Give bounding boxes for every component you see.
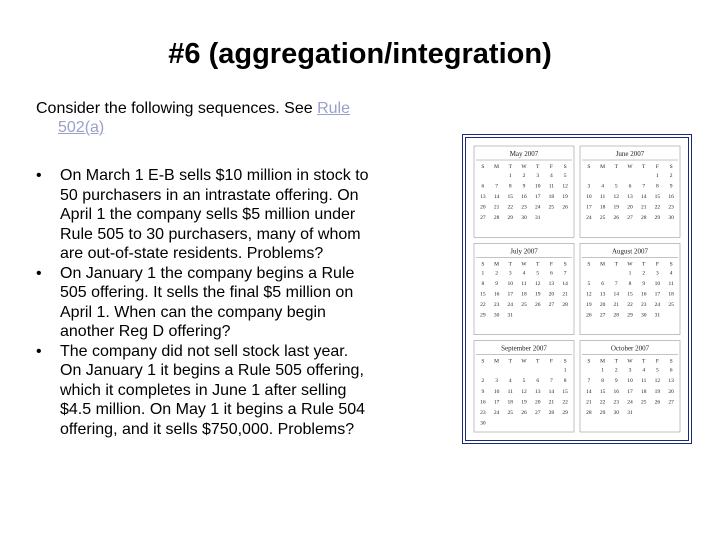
weekday-header: F: [655, 164, 659, 170]
month-panel: [474, 243, 574, 334]
month-title: September 2007: [501, 344, 547, 353]
weekday-header: M: [494, 358, 500, 365]
day-number: 27: [480, 215, 486, 222]
day-number: 3: [495, 378, 498, 385]
day-number: 23: [521, 204, 527, 211]
day-number: 15: [654, 194, 661, 201]
weekday-header: T: [642, 358, 646, 365]
day-number: 24: [586, 215, 592, 222]
day-number: 28: [493, 215, 500, 222]
day-number: 25: [548, 204, 555, 211]
day-number: 29: [507, 215, 514, 222]
month-panel: [580, 243, 680, 334]
day-number: 13: [548, 280, 555, 287]
day-number: 2: [495, 270, 498, 277]
day-number: 11: [507, 388, 513, 395]
month-title: July 2007: [510, 247, 538, 256]
day-number: 3: [587, 183, 591, 190]
day-number: 26: [562, 204, 568, 211]
weekday-header: T: [508, 261, 512, 268]
day-number: 22: [599, 399, 606, 406]
intro-line: [36, 99, 436, 118]
day-number: 31: [654, 312, 661, 319]
weekday-header: S: [481, 358, 485, 365]
day-number: 21: [548, 399, 555, 406]
weekday-header: F: [655, 261, 659, 268]
day-number: 11: [668, 280, 674, 287]
day-number: 14: [562, 280, 568, 287]
weekday-header: S: [669, 358, 673, 365]
day-number: 18: [668, 291, 674, 298]
day-number: 22: [627, 302, 633, 308]
day-number: 24: [493, 409, 500, 416]
day-number: 17: [493, 399, 500, 406]
day-number: 19: [586, 302, 592, 308]
day-number: 19: [521, 399, 527, 406]
day-number: 14: [493, 194, 500, 201]
day-number: 26: [521, 409, 527, 416]
day-number: 24: [507, 302, 514, 308]
intro-paragraph: [36, 99, 436, 137]
bullet-line: $4.5 million. On May 1 it begins a Rule 504: [60, 401, 366, 418]
day-number: 2: [669, 173, 673, 179]
day-number: 25: [521, 302, 527, 308]
day-number: 30: [668, 215, 674, 222]
day-number: 13: [534, 388, 541, 395]
day-number: 10: [493, 388, 500, 395]
day-number: 12: [521, 388, 527, 395]
day-number: 23: [640, 302, 647, 308]
bullet-line: April 1 the company sells $5 million under: [60, 206, 356, 223]
day-number: 4: [550, 173, 553, 179]
day-number: 16: [521, 194, 527, 201]
day-number: 7: [587, 378, 591, 385]
day-number: 15: [507, 194, 514, 201]
bullet-line: April 1. When can the company begin: [60, 303, 326, 321]
day-number: 29: [627, 312, 633, 319]
weekday-header: M: [600, 358, 606, 365]
day-number: 1: [628, 270, 632, 277]
weekday-header: T: [642, 261, 646, 268]
day-number: 6: [550, 270, 553, 277]
day-number: 19: [613, 204, 620, 211]
day-number: 9: [481, 388, 485, 395]
day-number: 30: [480, 420, 486, 427]
day-number: 21: [562, 291, 568, 298]
day-number: 9: [614, 378, 618, 385]
day-number: 11: [599, 194, 606, 201]
day-number: 28: [548, 409, 555, 416]
day-number: 16: [493, 291, 500, 298]
day-number: 10: [586, 194, 592, 201]
weekday-header: S: [587, 261, 591, 268]
day-number: 21: [613, 302, 620, 308]
bullet-item: [36, 166, 436, 264]
day-number: 25: [640, 399, 647, 406]
day-number: 8: [563, 378, 567, 385]
day-number: 5: [656, 367, 659, 374]
day-number: 20: [534, 399, 541, 406]
day-number: 10: [654, 280, 661, 287]
weekday-header: F: [549, 164, 553, 170]
day-number: 4: [669, 270, 673, 277]
day-number: 27: [668, 399, 674, 406]
weekday-header: F: [549, 261, 553, 268]
weekday-header: W: [627, 261, 633, 268]
day-number: 8: [508, 183, 512, 190]
day-number: 13: [480, 194, 486, 201]
day-number: 2: [642, 270, 646, 277]
bullet-line: On January 1 it begins a Rule 505 offering,: [60, 362, 364, 379]
rule-link-continued[interactable]: 502(a): [58, 119, 105, 136]
day-number: 12: [534, 280, 541, 287]
day-number: 7: [550, 378, 553, 385]
day-number: 2: [614, 367, 618, 374]
weekday-header: S: [563, 261, 567, 268]
day-number: 18: [599, 204, 606, 211]
day-number: 20: [548, 291, 555, 298]
weekday-header: W: [627, 358, 633, 365]
bullet-marker: •: [36, 264, 42, 282]
day-number: 21: [586, 399, 592, 406]
day-number: 11: [521, 280, 527, 287]
day-number: 15: [480, 291, 486, 298]
day-number: 17: [507, 291, 514, 298]
day-number: 24: [654, 302, 661, 308]
day-number: 12: [654, 378, 661, 385]
rule-link[interactable]: Rule: [317, 100, 350, 117]
day-number: 17: [586, 204, 592, 211]
weekday-header: S: [563, 164, 567, 170]
day-number: 15: [599, 388, 606, 395]
day-number: 4: [522, 270, 526, 277]
day-number: 31: [534, 215, 541, 222]
day-number: 5: [536, 270, 540, 277]
day-number: 26: [534, 302, 541, 308]
bullet-item: [36, 342, 436, 440]
weekday-header: S: [481, 261, 485, 268]
day-number: 1: [656, 173, 659, 179]
weekday-header: W: [521, 358, 527, 365]
bullet-item: [36, 264, 436, 342]
day-number: 8: [656, 183, 659, 190]
day-number: 18: [640, 388, 647, 395]
intro-text: Consider the following sequences. See: [36, 100, 318, 117]
day-number: 7: [563, 270, 567, 277]
day-number: 25: [599, 215, 606, 222]
day-number: 31: [507, 312, 514, 319]
day-number: 5: [614, 183, 618, 190]
day-number: 13: [599, 291, 606, 298]
bullet-marker: •: [36, 342, 42, 360]
day-number: 9: [669, 183, 673, 190]
bullet-line: are out-of-state residents. Problems?: [60, 245, 324, 262]
day-number: 6: [536, 378, 540, 385]
day-number: 14: [613, 291, 620, 298]
day-number: 23: [493, 302, 500, 308]
day-number: 2: [481, 378, 485, 385]
day-number: 29: [480, 312, 486, 319]
day-number: 19: [534, 291, 541, 298]
weekday-header: T: [536, 164, 540, 170]
bullet-line: The company did not sell stock last year.: [60, 342, 349, 360]
day-number: 3: [656, 270, 659, 277]
day-number: 22: [480, 302, 486, 308]
day-number: 28: [613, 312, 620, 319]
day-number: 28: [640, 215, 647, 222]
weekday-header: F: [655, 358, 659, 365]
day-number: 7: [495, 183, 498, 190]
bullet-list: [36, 166, 436, 439]
weekday-header: T: [536, 358, 540, 365]
day-number: 26: [586, 312, 592, 319]
day-number: 20: [599, 302, 606, 308]
day-number: 19: [562, 194, 568, 201]
weekday-header: W: [627, 164, 633, 170]
day-number: 2: [522, 173, 526, 179]
day-number: 5: [587, 280, 591, 287]
month-title: August 2007: [612, 247, 648, 256]
weekday-header: T: [508, 164, 512, 170]
bullet-line: another Reg D offering?: [60, 323, 231, 340]
slide-title: #6 (aggregation/integration): [168, 38, 552, 70]
day-number: 20: [480, 204, 486, 211]
day-number: 30: [521, 215, 527, 222]
day-number: 26: [613, 215, 620, 222]
day-number: 29: [654, 215, 661, 222]
day-number: 27: [548, 302, 555, 308]
day-number: 14: [586, 388, 592, 395]
day-number: 11: [641, 378, 647, 385]
day-number: 21: [493, 204, 500, 211]
day-number: 16: [640, 291, 647, 298]
day-number: 22: [507, 204, 514, 211]
day-number: 29: [562, 409, 568, 416]
weekday-header: S: [563, 358, 567, 365]
day-number: 12: [613, 194, 620, 201]
day-number: 27: [599, 312, 606, 319]
day-number: 1: [508, 173, 512, 179]
day-number: 3: [628, 367, 632, 374]
day-number: 27: [534, 409, 541, 416]
weekday-header: T: [614, 261, 618, 268]
day-number: 28: [562, 302, 568, 308]
month-panel: [474, 341, 574, 432]
day-number: 20: [668, 388, 674, 395]
day-number: 16: [613, 388, 620, 395]
day-number: 24: [627, 399, 633, 406]
weekday-header: M: [494, 261, 500, 268]
bullet-line: 50 purchasers in an intrastate offering. On: [60, 186, 359, 204]
weekday-header: T: [536, 261, 540, 268]
day-number: 8: [601, 378, 604, 385]
day-number: 12: [562, 183, 568, 190]
weekday-header: M: [494, 164, 500, 170]
day-number: 1: [563, 367, 567, 374]
day-number: 9: [642, 280, 646, 287]
day-number: 18: [521, 291, 527, 298]
bullet-line: 505 offering. It sells the final $5 million on: [60, 284, 354, 301]
day-number: 21: [640, 204, 647, 211]
weekday-header: W: [521, 261, 527, 268]
day-number: 6: [481, 183, 485, 190]
weekday-header: W: [521, 164, 527, 170]
day-number: 3: [508, 270, 512, 277]
day-number: 23: [613, 399, 620, 406]
day-number: 30: [493, 312, 500, 319]
calendar-grid: [466, 138, 688, 440]
day-number: 8: [481, 280, 485, 287]
day-number: 20: [627, 204, 633, 211]
weekday-header: F: [549, 358, 553, 365]
day-number: 10: [534, 183, 541, 190]
day-number: 24: [534, 204, 541, 211]
weekday-header: S: [587, 164, 591, 170]
bullet-line: offering, and it sells $750,000. Problems?: [60, 420, 355, 438]
weekday-header: S: [669, 164, 673, 170]
month-title: October 2007: [610, 344, 650, 353]
day-number: 28: [586, 409, 592, 416]
month-title: June 2007: [615, 150, 645, 158]
weekday-header: M: [600, 261, 606, 268]
day-number: 5: [522, 378, 526, 385]
day-number: 13: [668, 378, 674, 385]
day-number: 25: [668, 302, 674, 308]
day-number: 16: [668, 194, 674, 201]
day-number: 9: [522, 183, 526, 190]
day-number: 29: [599, 409, 606, 416]
bullet-line: which it completes in June 1 after selling: [60, 381, 347, 399]
day-number: 6: [601, 280, 604, 287]
day-number: 10: [507, 280, 514, 287]
day-number: 4: [508, 378, 512, 385]
day-number: 15: [562, 388, 568, 395]
day-number: 19: [654, 388, 661, 395]
day-number: 10: [627, 378, 633, 385]
day-number: 18: [507, 399, 514, 406]
day-number: 12: [586, 291, 592, 298]
bullet-line: Rule 505 to 30 purchasers, many of whom: [60, 225, 361, 243]
weekday-header: S: [481, 164, 485, 170]
day-number: 3: [536, 173, 540, 179]
day-number: 15: [627, 291, 633, 298]
day-number: 6: [628, 183, 632, 190]
day-number: 4: [601, 183, 604, 190]
weekday-header: T: [614, 164, 618, 170]
day-number: 31: [627, 409, 633, 416]
day-number: 30: [613, 409, 620, 416]
day-number: 18: [548, 194, 555, 201]
day-number: 6: [669, 367, 673, 374]
weekday-header: T: [614, 358, 618, 365]
day-number: 1: [481, 270, 485, 277]
day-number: 22: [654, 204, 661, 211]
month-panel: [580, 341, 680, 432]
weekday-header: T: [642, 164, 646, 170]
day-number: 16: [480, 399, 486, 406]
weekday-header: S: [587, 358, 591, 365]
weekday-header: M: [600, 164, 606, 170]
day-number: 22: [562, 399, 568, 406]
day-number: 27: [627, 215, 633, 222]
day-number: 17: [654, 291, 661, 298]
day-number: 30: [640, 312, 647, 319]
bullet-line: On January 1 the company begins a Rule: [60, 264, 355, 282]
month-title: May 2007: [509, 150, 539, 158]
day-number: 4: [642, 367, 646, 374]
weekday-header: S: [669, 261, 673, 268]
day-number: 14: [640, 194, 647, 201]
day-number: 7: [642, 183, 646, 190]
day-number: 17: [627, 388, 633, 395]
day-number: 7: [614, 280, 618, 287]
day-number: 8: [628, 280, 632, 287]
day-number: 11: [548, 183, 555, 190]
bullet-line: On March 1 E-B sells $10 million in stock to: [60, 167, 369, 184]
day-number: 1: [601, 367, 604, 374]
day-number: 26: [654, 399, 661, 406]
day-number: 25: [507, 409, 514, 416]
day-number: 23: [668, 204, 674, 211]
day-number: 5: [563, 173, 567, 179]
calendar-image: [462, 134, 692, 444]
weekday-header: T: [508, 358, 512, 365]
day-number: 9: [495, 280, 498, 287]
bullet-marker: •: [36, 167, 42, 184]
day-number: 14: [548, 388, 555, 395]
day-number: 13: [627, 194, 633, 201]
day-number: 17: [534, 194, 541, 201]
month-panel: [474, 146, 574, 237]
day-number: 23: [480, 409, 486, 416]
month-panel: [580, 146, 680, 237]
